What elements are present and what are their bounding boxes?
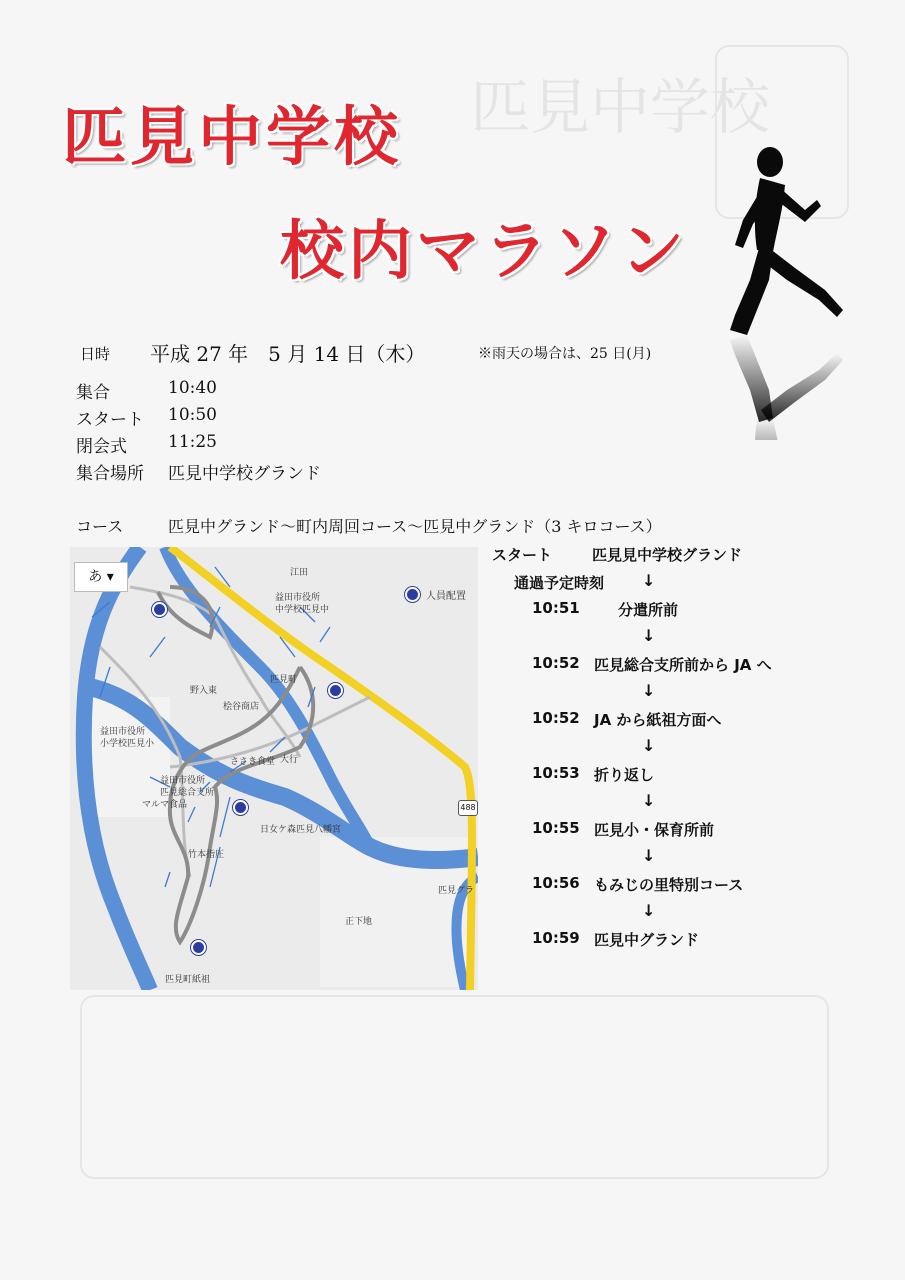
map-label: 日女ケ森匹見八幡宮 xyxy=(260,825,342,835)
runner-silhouette-icon xyxy=(725,140,855,440)
map-label: 大行 xyxy=(280,755,299,765)
schedule-time: 10:55 xyxy=(532,819,580,837)
course-value: 匹見中グランド～町内周回コース～匹見中グランド（3 キロコース） xyxy=(168,517,662,536)
schedule-place: 匹見小・保育所前 xyxy=(594,821,715,839)
schedule-start-label: スタート xyxy=(492,546,553,564)
staff-pin-legend xyxy=(405,587,420,602)
schedule-time: 10:52 xyxy=(532,654,580,672)
ime-char: あ xyxy=(88,569,103,585)
schedule-time: 10:51 xyxy=(532,599,580,617)
staff-legend-label: 人員配置 xyxy=(426,591,466,602)
assembly-label: 集合 xyxy=(76,383,110,403)
course-label: コース xyxy=(76,517,124,536)
schedule-time: 10:59 xyxy=(532,929,580,947)
schedule-place: 折り返し xyxy=(594,766,655,784)
title-line-1: 匹見中学校 xyxy=(62,101,402,175)
closing-label: 閉会式 xyxy=(76,437,127,457)
staff-pin xyxy=(191,940,206,955)
map-label: 正下地 xyxy=(345,917,373,927)
down-arrow-icon: ↓ xyxy=(642,736,656,755)
assembly-value: 10:40 xyxy=(168,378,217,398)
map-label: 野入東 xyxy=(190,686,218,696)
map-label: 益田市役所 xyxy=(160,776,206,786)
rain-note: ※雨天の場合は、25 日(月) xyxy=(478,346,652,362)
down-arrow-icon: ↓ xyxy=(642,791,656,810)
map-label: 匹見グラ xyxy=(438,886,475,896)
map-label: 匹見町 xyxy=(270,675,298,685)
venue-value: 匹見中学校グランド xyxy=(168,464,321,484)
map-label: 江田 xyxy=(290,568,309,578)
venue-label: 集合場所 xyxy=(76,464,144,484)
schedule-time: 10:52 xyxy=(532,709,580,727)
down-arrow-icon: ↓ xyxy=(642,681,656,700)
map-label: 竹本指圧 xyxy=(188,850,225,860)
schedule-time: 10:56 xyxy=(532,874,580,892)
schedule-time: 10:53 xyxy=(532,764,580,782)
down-arrow-icon: ↓ xyxy=(642,626,656,645)
map-drawing xyxy=(70,547,478,990)
map-label: 匹見町紙祖 xyxy=(165,975,211,985)
ime-toggle-button[interactable]: あ ▾ xyxy=(74,562,128,592)
staff-pin xyxy=(328,683,343,698)
start-label: スタート xyxy=(76,410,144,430)
course-map xyxy=(70,547,478,990)
reverse-side-bleed: 匹見中学校 xyxy=(470,73,770,143)
down-arrow-icon: ↓ xyxy=(642,846,656,865)
down-arrow-icon: ↓ xyxy=(642,901,656,920)
map-label: 益田市役所 xyxy=(275,593,321,603)
closing-value: 11:25 xyxy=(168,432,217,452)
map-label: ささき食堂 xyxy=(230,757,276,767)
down-arrow-icon: ↓ xyxy=(642,571,656,590)
map-label: 匹見総合支所 xyxy=(160,788,215,798)
schedule-place: 匹見中グランド xyxy=(594,931,700,949)
schedule-place: JA から紙祖方面へ xyxy=(594,711,722,729)
map-label: 中学校匹見中 xyxy=(275,605,330,615)
map-label: 小学校匹見小 xyxy=(100,739,155,749)
date-value: 平成 27 年 5 月 14 日（木） xyxy=(150,342,426,366)
staff-pin xyxy=(233,800,248,815)
schedule-place: もみじの里特別コース xyxy=(594,876,744,894)
map-label: 桧谷商店 xyxy=(223,702,260,712)
staff-pin xyxy=(152,602,167,617)
start-value: 10:50 xyxy=(168,405,217,425)
schedule-start-place: 匹見見中学校グランド xyxy=(592,546,743,564)
schedule-place: 匹見総合支所前から JA へ xyxy=(594,656,772,674)
map-label: マルマ食品 xyxy=(142,800,188,810)
title-line-2: 校内マラソン xyxy=(280,215,688,289)
date-label: 日時 xyxy=(80,345,111,363)
map-label: 益田市役所 xyxy=(100,727,146,737)
schedule-place: 分遣所前 xyxy=(618,601,679,619)
passing-time-header: 通過予定時刻 xyxy=(514,574,605,592)
route-488-shield: 488 xyxy=(458,800,478,816)
reverse-side-panel xyxy=(80,995,829,1179)
